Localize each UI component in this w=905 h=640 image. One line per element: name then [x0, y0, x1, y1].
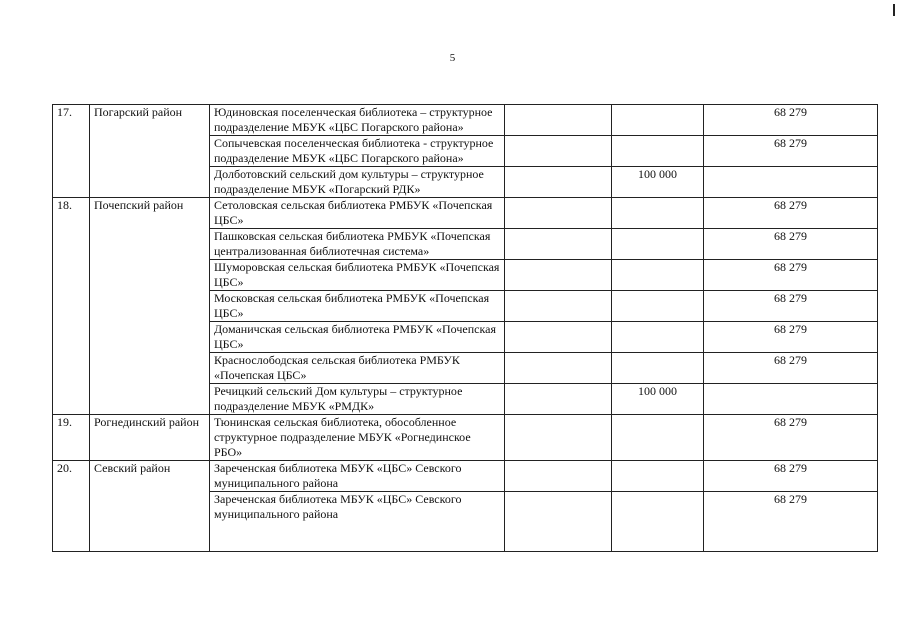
institution-name: Шумоpовская сельская библиотека РМБУК «Почепская ЦБС» [210, 260, 505, 291]
empty-cell [505, 384, 612, 415]
empty-cell [505, 461, 612, 492]
amount-cell-a [612, 198, 704, 229]
institution-name: Сетоловская сельская библиотека РМБУК «Почепская ЦБС» [210, 198, 505, 229]
row-number: 20. [53, 461, 90, 552]
funding-table [52, 104, 878, 552]
institution-name: Долботовский сельский дом культуры – структурное подразделение МБУК «Погарский РДК» [210, 167, 505, 198]
amount-cell-b: 68 279 [704, 105, 878, 136]
empty-cell [505, 105, 612, 136]
institution-name: Пашковская сельская библиотека РМБУК «Почепская централизованная библиотечная система» [210, 229, 505, 260]
table-row [53, 198, 878, 229]
institution-name: Речицкий сельский Дом культуры – структурное подразделение МБУК «РМДК» [210, 384, 505, 415]
amount-cell-b: 68 279 [704, 136, 878, 167]
empty-cell [505, 353, 612, 384]
district-name: Почепский район [90, 198, 210, 415]
district-name: Погарский район [90, 105, 210, 198]
row-number: 19. [53, 415, 90, 461]
amount-cell-a [612, 322, 704, 353]
institution-name: Юдиновская поселенческая библиотека – структурное подразделение МБУК «ЦБС Погарского района» [210, 105, 505, 136]
amount-cell-a [612, 260, 704, 291]
district-name: Севский район [90, 461, 210, 552]
amount-cell-b: 68 279 [704, 461, 878, 492]
institution-name: Тюнинская сельская библиотека, обособленное структурное подразделение МБУК «Рогнединское РБО» [210, 415, 505, 461]
amount-cell-a [612, 229, 704, 260]
empty-cell [505, 198, 612, 229]
scan-edge-mark [893, 4, 895, 16]
amount-cell-a [612, 492, 704, 552]
amount-cell-a [612, 136, 704, 167]
empty-cell [505, 322, 612, 353]
amount-cell-b [704, 167, 878, 198]
institution-name: Доманичская сельская библиотека РМБУК «Почепская ЦБС» [210, 322, 505, 353]
empty-cell [505, 167, 612, 198]
amount-cell-b: 68 279 [704, 291, 878, 322]
amount-cell-b: 68 279 [704, 353, 878, 384]
table-row [53, 105, 878, 136]
institution-name: Зареченская библиотека МБУК «ЦБС» Севского муниципального района [210, 492, 505, 552]
row-number: 18. [53, 198, 90, 415]
row-number: 17. [53, 105, 90, 198]
amount-cell-a [612, 353, 704, 384]
empty-cell [505, 492, 612, 552]
page-number: 5 [449, 52, 456, 64]
institution-name: Зареченская библиотека МБУК «ЦБС» Севского муниципального района [210, 461, 505, 492]
amount-cell-a [612, 415, 704, 461]
amount-cell-a [612, 105, 704, 136]
amount-cell-b: 68 279 [704, 492, 878, 552]
amount-cell-a: 100 000 [612, 167, 704, 198]
institution-name: Московская сельская библиотека РМБУК «Почепская ЦБС» [210, 291, 505, 322]
table-row [53, 415, 878, 461]
amount-cell-b: 68 279 [704, 229, 878, 260]
amount-cell-a [612, 461, 704, 492]
amount-cell-b: 68 279 [704, 198, 878, 229]
amount-cell-b: 68 279 [704, 260, 878, 291]
empty-cell [505, 260, 612, 291]
institution-name: Сопычевская поселенческая библиотека - структурное подразделение МБУК «ЦБС Погарского района» [210, 136, 505, 167]
amount-cell-b [704, 384, 878, 415]
amount-cell-a: 100 000 [612, 384, 704, 415]
empty-cell [505, 136, 612, 167]
amount-cell-b: 68 279 [704, 415, 878, 461]
empty-cell [505, 291, 612, 322]
empty-cell [505, 229, 612, 260]
amount-cell-b: 68 279 [704, 322, 878, 353]
district-name: Рогнединский район [90, 415, 210, 461]
amount-cell-a [612, 291, 704, 322]
empty-cell [505, 415, 612, 461]
institution-name: Краснослободская сельская библиотека РМБУК «Почепская ЦБС» [210, 353, 505, 384]
table-row [53, 461, 878, 492]
